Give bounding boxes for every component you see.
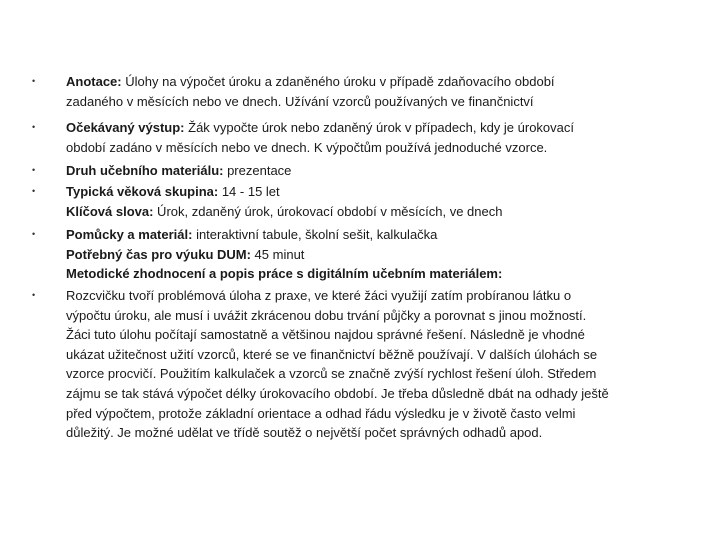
- value: interaktivní tabule, školní sešit, kalkulačka: [192, 227, 438, 242]
- bullet-item-age-group: [32, 182, 696, 221]
- bullet-icon: •: [32, 290, 36, 300]
- text-line: Rozcvičku tvoří problémová úloha z praxe, ve které žáci využijí zatím probíranou látku o: [66, 288, 572, 303]
- value: 14 - 15 let: [218, 184, 280, 199]
- value: prezentace: [223, 163, 292, 178]
- text-line: [66, 264, 696, 284]
- text-line: výpočtu úroku, ale musí i uvážit zkrácenou dobu trvání půjčky a porovnat s jinou možností.: [66, 307, 587, 323]
- text-line: zájmu se tak stává výpočet délky úrokovacího období. Je třeba důsledně dbát na odhady ještě: [66, 385, 609, 401]
- bullet-item-expected-output: [32, 118, 696, 157]
- value: Žák vypočte úrok nebo zdaněný úrok v případech, kdy je úrokovací: [184, 120, 575, 135]
- text-line: [66, 118, 696, 138]
- value: 45 minut: [250, 246, 305, 262]
- text-line: [66, 161, 696, 181]
- label: Typická věková skupina:: [66, 184, 219, 199]
- bullet-item-tools: [32, 225, 696, 284]
- text-line: před výpočtem, protože základní orientace a odhad řádu výsledku je v životě často velmi: [66, 405, 576, 421]
- value: období zadáno v měsících nebo ve dnech. K výpočtům používá jednoduché vzorce.: [66, 139, 548, 155]
- text-line: Žáci tuto úlohu počítají samostatně a většinou najdou správné řešení. Následně je vhodné: [66, 327, 585, 343]
- text-line: [66, 138, 696, 158]
- text-line: [66, 245, 696, 265]
- bullet-icon: •: [32, 229, 36, 239]
- text-line: ukázat užitečnost užití vzorců, které se ve finančnictví běžně používají. V dalších úlohách se: [66, 346, 598, 362]
- bullet-icon: •: [32, 186, 36, 196]
- label: Klíčová slova:: [66, 203, 154, 219]
- label: Metodické zhodnocení a popis práce s digitálním učebním materiálem:: [66, 266, 503, 282]
- text-line: [66, 72, 696, 92]
- bullet-item-material-type: [32, 161, 696, 181]
- text-line: [66, 182, 696, 202]
- value: Úrok, zdaněný úrok, úrokovací období v měsících, ve dnech: [153, 203, 503, 219]
- text-line: vzorce procvičí. Použitím kalkulaček a vzorců se značně zvýší rychlost řešení úloh. Středem: [66, 366, 597, 382]
- bullet-item-annotation: [32, 72, 696, 111]
- text-line: důležitý. Je možné udělat ve třídě soutěž o největší počet správných odhadů apod.: [66, 425, 543, 441]
- bullet-icon: •: [32, 165, 36, 175]
- label: Potřebný čas pro výuku DUM:: [66, 246, 251, 262]
- label: Pomůcky a materiál:: [66, 227, 193, 242]
- bullet-icon: •: [32, 122, 36, 132]
- text-line: [66, 225, 696, 245]
- bullet-icon: •: [32, 76, 36, 86]
- value: Úlohy na výpočet úroku a zdaněného úroku v případě zdaňovacího období: [121, 74, 555, 89]
- text-line: [66, 202, 696, 222]
- text-line: [66, 92, 696, 112]
- bullet-item-description: [32, 286, 696, 443]
- value: zadaného v měsících nebo ve dnech. Užívání vzorců používaných ve finančnictví: [66, 93, 534, 109]
- label: Očekávaný výstup:: [66, 120, 185, 135]
- label: Druh učebního materiálu:: [66, 163, 224, 178]
- label: Anotace:: [66, 74, 122, 89]
